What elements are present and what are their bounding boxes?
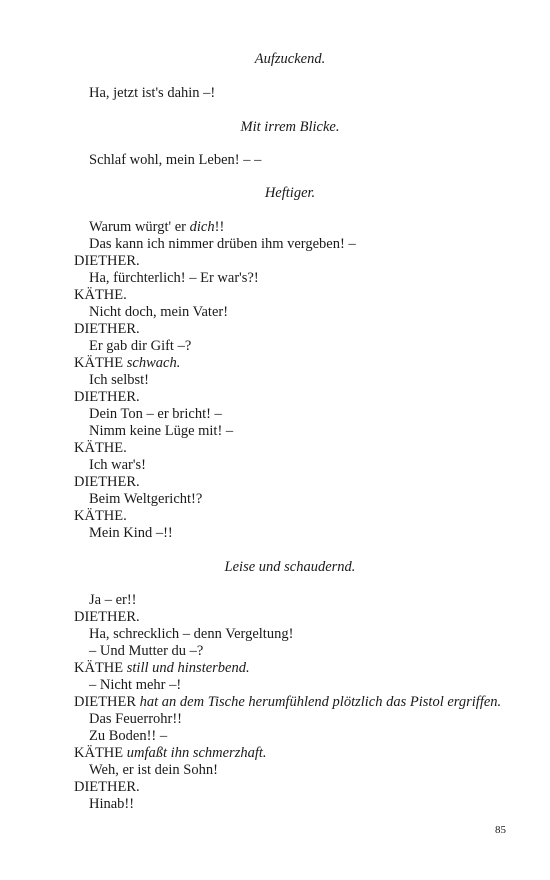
verse-line: Nicht doch, mein Vater! bbox=[89, 304, 229, 320]
speaker-name: KÄTHE. bbox=[74, 287, 127, 303]
speaker-name: DIETHER. bbox=[74, 609, 140, 625]
verse-line: Beim Weltgericht!? bbox=[89, 491, 203, 507]
verse-line: Er gab dir Gift –? bbox=[89, 338, 192, 354]
page-number: 85 bbox=[495, 824, 506, 836]
speaker-name: KÄTHE. bbox=[74, 440, 127, 456]
verse-line: Dein Ton – er bricht! – bbox=[89, 406, 222, 422]
verse-line: Ha, schrecklich – denn Vergeltung! bbox=[89, 626, 294, 642]
speaker-name: DIETHER. bbox=[74, 474, 140, 490]
stage-direction: Mit irrem Blicke. bbox=[240, 119, 340, 135]
speaker-name: DIETHER. bbox=[74, 779, 140, 795]
speaker-name: KÄTHE schwach. bbox=[74, 355, 181, 371]
verse-line: Ha, fürchterlich! – Er war's?! bbox=[89, 270, 259, 286]
verse-line: Mein Kind –!! bbox=[89, 525, 173, 541]
verse-line: Hinab!! bbox=[89, 796, 135, 812]
speaker-name: KÄTHE. bbox=[74, 508, 127, 524]
verse-line: Warum würgt' er dich!! bbox=[89, 219, 225, 235]
verse-line: – Nicht mehr –! bbox=[89, 677, 182, 693]
verse-line: Ha, jetzt ist's dahin –! bbox=[89, 85, 216, 101]
verse-line: – Und Mutter du –? bbox=[89, 643, 204, 659]
speaker-name: KÄTHE umfaßt ihn schmerzhaft. bbox=[74, 745, 267, 761]
stage-direction: Heftiger. bbox=[264, 185, 316, 201]
speaker-name: DIETHER hat an dem Tische herumfühlend plötzlich das Pistol ergriffen. bbox=[74, 694, 502, 710]
speaker-name: DIETHER. bbox=[74, 253, 140, 269]
verse-line: Ja – er!! bbox=[89, 592, 137, 608]
speaker-name: DIETHER. bbox=[74, 389, 140, 405]
verse-line: Zu Boden!! – bbox=[89, 728, 168, 744]
verse-line: Das Feuerrohr!! bbox=[89, 711, 183, 727]
verse-line: Nimm keine Lüge mit! – bbox=[89, 423, 234, 439]
speaker-name: DIETHER. bbox=[74, 321, 140, 337]
verse-line: Weh, er ist dein Sohn! bbox=[89, 762, 218, 778]
stage-direction: Aufzuckend. bbox=[254, 51, 326, 67]
verse-line: Schlaf wohl, mein Leben! – – bbox=[89, 152, 262, 168]
verse-line: Ich selbst! bbox=[89, 372, 149, 388]
verse-line: Das kann ich nimmer drüben ihm vergeben! – bbox=[89, 236, 356, 252]
verse-line: Ich war's! bbox=[89, 457, 146, 473]
speaker-name: KÄTHE still und hinsterbend. bbox=[74, 660, 250, 676]
stage-direction: Leise und schaudernd. bbox=[224, 559, 356, 575]
